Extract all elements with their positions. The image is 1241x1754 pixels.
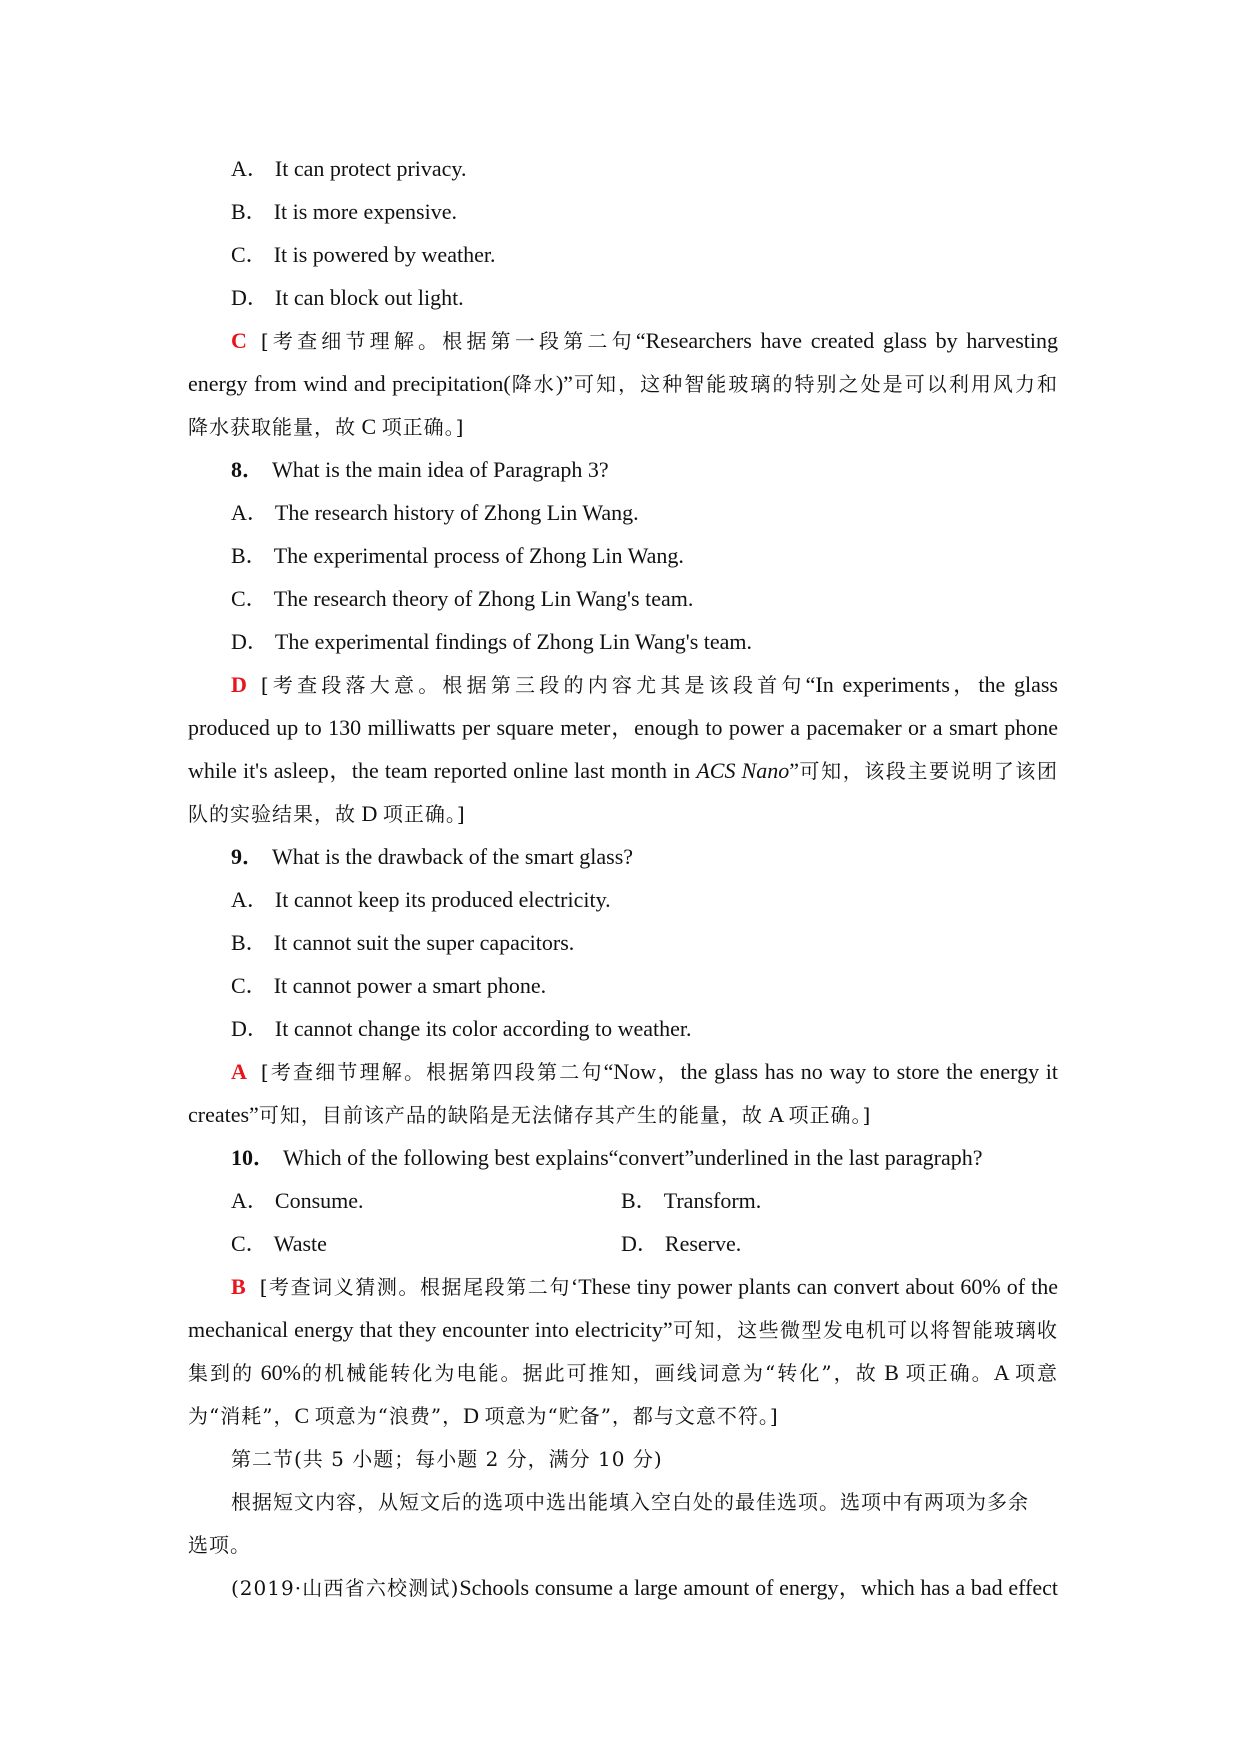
option-label: C．	[231, 242, 268, 267]
explanation-letter: C	[356, 414, 382, 439]
option-label: D．	[231, 285, 269, 310]
option-text: It cannot suit the super capacitors.	[273, 930, 575, 955]
option-text: Consume.	[274, 1188, 364, 1213]
explanation-quote: “Researchers have created glass by harvesting	[635, 328, 1058, 353]
explanation-quote: while it's asleep，the team reported online last month in	[188, 758, 697, 783]
answer-letter: B	[231, 1274, 246, 1299]
explanation-text: 可知，这些微型发电机可以将智能玻璃收	[672, 1318, 1058, 1342]
answer-letter: D	[231, 672, 247, 697]
explanation-quote: creates”	[188, 1102, 259, 1127]
option-text: The experimental findings of Zhong Lin Wang's team.	[274, 629, 753, 654]
explanation-quote: produced up to 130 milliwatts per square meter，enough to power a pacemaker or a smart phone	[188, 715, 1058, 740]
option-text: Transform.	[663, 1188, 762, 1213]
option-label: A．	[231, 156, 269, 181]
q10-option-a	[231, 1179, 621, 1222]
q10-answer-line-1	[188, 1265, 1058, 1308]
q7-answer-line-3	[188, 405, 1058, 448]
q8-answer-line-1	[188, 663, 1058, 706]
explanation-text: 的机械能转化为电能。据此可推知，画线词意为“转化”，故	[301, 1361, 878, 1385]
q8-stem	[188, 448, 1058, 491]
explanation-text: 项意为“浪费”，	[314, 1404, 464, 1428]
answer-letter: C	[231, 328, 247, 353]
question-text: What is the main idea of Paragraph 3?	[272, 457, 609, 482]
passage-text: Schools consume a large amount of energy，which has a bad effect	[459, 1575, 1058, 1600]
option-label: C．	[231, 973, 268, 998]
q9-option-d	[188, 1007, 1058, 1050]
option-label: C．	[231, 1231, 268, 1256]
option-label: D．	[231, 629, 269, 654]
option-text: It cannot power a smart phone.	[273, 973, 547, 998]
option-label: A．	[231, 1188, 269, 1213]
q8-answer-line-2	[188, 706, 1058, 749]
explanation-text: 项正确。]	[382, 802, 466, 826]
explanation-quote: mechanical energy that they encounter into electricity”	[188, 1317, 673, 1342]
question-text: What is the drawback of the smart glass?	[272, 844, 634, 869]
explanation-text: 项正确。]	[381, 415, 465, 439]
q9-option-a	[188, 878, 1058, 921]
q7-option-c	[188, 233, 1058, 276]
q10-answer-line-3	[188, 1351, 1058, 1394]
option-text: It is more expensive.	[273, 199, 457, 224]
question-number: 9．	[231, 844, 265, 869]
q10-option-d	[621, 1222, 1011, 1265]
option-text: The research history of Zhong Lin Wang.	[274, 500, 639, 525]
instructions-text: 根据短文内容，从短文后的选项中选出能填入空白处的最佳选项。选项中有两项为多余	[231, 1490, 1029, 1514]
explanation-quote: “Now，the glass has no way to store the energy it	[603, 1059, 1058, 1084]
explanation-text: [考查段落大意。根据第三段的内容尤其是该段首句	[260, 673, 806, 697]
explanation-text: 项正确。]	[788, 1103, 872, 1127]
option-label: D．	[231, 1016, 269, 1041]
explanation-letter: B	[877, 1360, 906, 1385]
q10-answer-line-2	[188, 1308, 1058, 1351]
page-content	[188, 147, 1058, 1609]
option-text: It can block out light.	[274, 285, 464, 310]
q8-option-c	[188, 577, 1058, 620]
option-text: It can protect privacy.	[274, 156, 467, 181]
passage-first-line	[188, 1566, 1058, 1609]
explanation-text: 项意	[1014, 1361, 1058, 1385]
explanation-text: 降水获取能量，故	[188, 415, 356, 439]
explanation-text: [考查词义猜测。根据尾段第二句	[259, 1275, 571, 1299]
explanation-letter: A	[762, 1102, 789, 1127]
option-text: It is powered by weather.	[273, 242, 496, 267]
explanation-text: 可知，这种智能玻璃的特别之处是可以利用风力和	[572, 372, 1058, 396]
q8-answer-line-4	[188, 792, 1058, 835]
q10-option-b	[621, 1179, 1011, 1222]
section-instructions-line-1	[188, 1480, 1058, 1523]
q10-option-c	[231, 1222, 621, 1265]
explanation-text: 项正确。	[905, 1361, 994, 1385]
q10-options-row-1	[188, 1179, 1058, 1222]
q10-options-row-2	[188, 1222, 1058, 1265]
option-label: B．	[231, 543, 268, 568]
q10-answer-line-4	[188, 1394, 1058, 1437]
answer-letter: A	[231, 1059, 247, 1084]
option-label: D．	[621, 1231, 659, 1256]
q9-option-c	[188, 964, 1058, 1007]
q9-answer-line-1	[188, 1050, 1058, 1093]
explanation-letter: A	[993, 1360, 1015, 1385]
question-number: 10．	[231, 1145, 276, 1170]
option-text: Reserve.	[664, 1231, 742, 1256]
q7-option-a	[188, 147, 1058, 190]
explanation-quote: 60%	[254, 1360, 302, 1385]
instructions-text: 选项。	[188, 1533, 251, 1557]
option-text: Waste	[273, 1231, 327, 1256]
explanation-quote: “In experiments，the glass	[805, 672, 1058, 697]
option-label: B．	[231, 930, 268, 955]
q8-option-d	[188, 620, 1058, 663]
q7-option-b	[188, 190, 1058, 233]
question-number: 8．	[231, 457, 265, 482]
option-label: B．	[231, 199, 268, 224]
option-label: B．	[621, 1188, 658, 1213]
section-title: 第二节(共 5 小题；每小题 2 分，满分 10 分)	[231, 1447, 663, 1471]
section-heading	[188, 1437, 1058, 1480]
explanation-text: 项意为“贮备”，都与文意不符。]	[484, 1404, 779, 1428]
explanation-text: 降水	[510, 372, 556, 396]
option-text: The experimental process of Zhong Lin Wang.	[273, 543, 684, 568]
q9-stem	[188, 835, 1058, 878]
q9-option-b	[188, 921, 1058, 964]
question-text: Which of the following best explains“convert”underlined in the last paragraph?	[283, 1145, 983, 1170]
q7-option-d	[188, 276, 1058, 319]
option-label: A．	[231, 500, 269, 525]
option-label: C．	[231, 586, 268, 611]
explanation-letter: C	[294, 1403, 315, 1428]
explanation-text: 可知，目前该产品的缺陷是无法储存其产生的能量，故	[258, 1103, 763, 1127]
journal-name: ACS Nano	[696, 758, 790, 783]
q7-answer-line-1	[188, 319, 1058, 362]
option-text: The research theory of Zhong Lin Wang's team.	[273, 586, 694, 611]
explanation-text: [考查细节理解。根据第四段第二句	[260, 1060, 604, 1084]
explanation-text: 集到的	[188, 1361, 255, 1385]
explanation-quote: ‘These tiny power plants can convert about 60% of the	[570, 1274, 1058, 1299]
explanation-text: 为“消耗”，	[188, 1404, 295, 1428]
explanation-quote: )”	[555, 371, 573, 396]
q10-stem	[188, 1136, 1058, 1179]
q8-option-a	[188, 491, 1058, 534]
explanation-letter: D	[463, 1403, 485, 1428]
passage-source: (2019·山西省六校测试)	[231, 1576, 460, 1600]
section-instructions-line-2	[188, 1523, 1058, 1566]
option-label: A．	[231, 887, 269, 912]
q7-answer-line-2	[188, 362, 1058, 405]
explanation-text: [考查细节理解。根据第一段第二句	[260, 329, 636, 353]
explanation-quote: ”	[789, 758, 799, 783]
q8-option-b	[188, 534, 1058, 577]
option-text: It cannot change its color according to weather.	[274, 1016, 692, 1041]
q9-answer-line-2	[188, 1093, 1058, 1136]
q8-answer-line-3	[188, 749, 1058, 792]
explanation-quote: energy from wind and precipitation(	[188, 371, 511, 396]
option-text: It cannot keep its produced electricity.	[274, 887, 611, 912]
explanation-text: 可知，该段主要说明了该团	[798, 759, 1058, 783]
explanation-letter: D	[356, 801, 383, 826]
explanation-text: 队的实验结果，故	[188, 802, 356, 826]
